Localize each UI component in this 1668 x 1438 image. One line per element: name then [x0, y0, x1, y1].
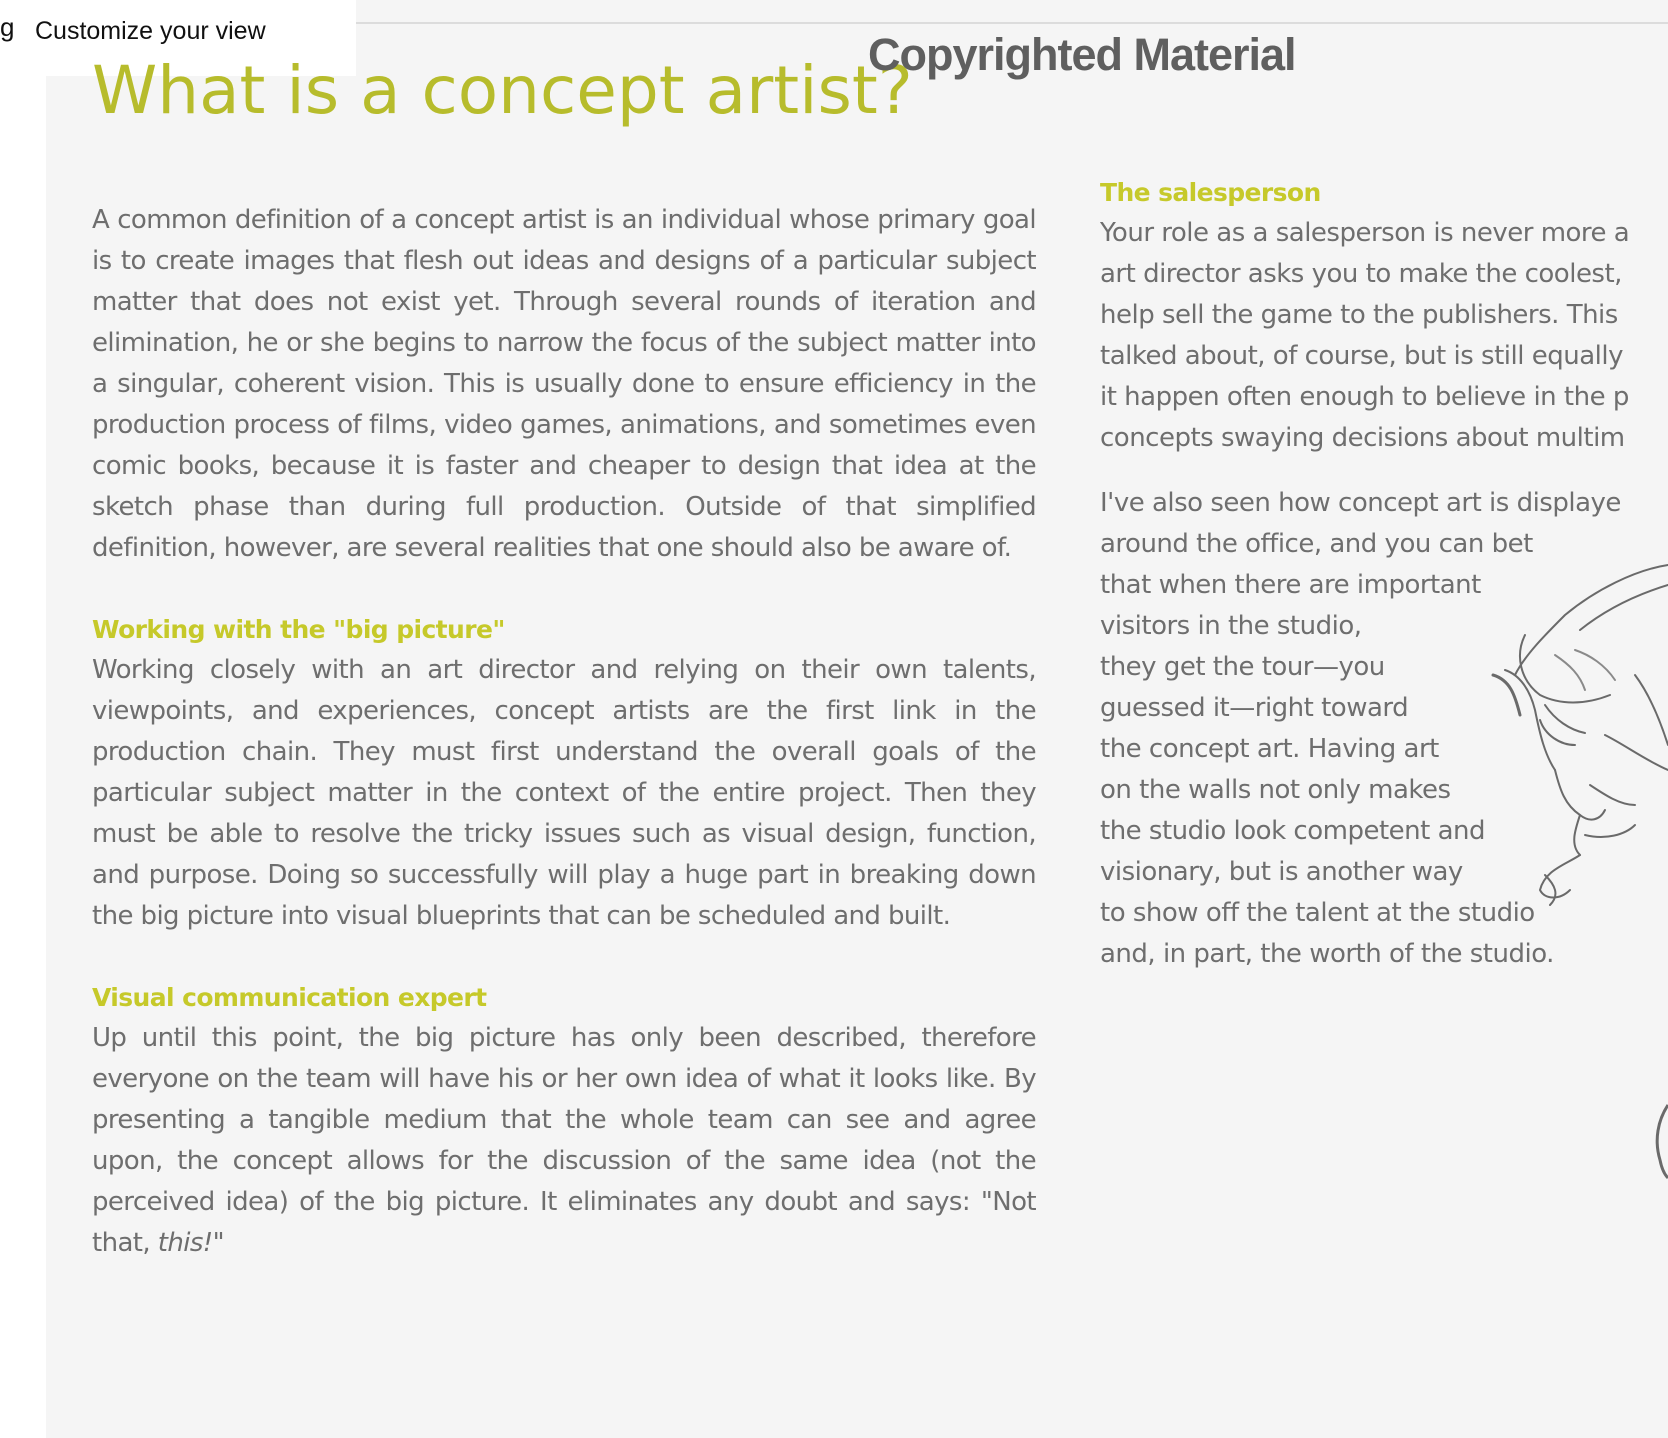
section-body-end: " — [212, 1228, 224, 1258]
section-body-emphasis: this! — [157, 1228, 213, 1258]
section-heading-big-picture: Working with the "big picture" — [92, 615, 505, 644]
salesperson-paragraph-1 — [1100, 213, 1668, 459]
section-heading-visual-communication: Visual communication expert — [92, 983, 487, 1012]
text-line: and, in part, the worth of the studio. — [1100, 939, 1554, 969]
text-line: they get the tour—you — [1100, 652, 1385, 682]
intro-paragraph: A common definition of a concept artist is an individual whose primary goal is to create images that flesh out ideas and designs of a particular subject matter that does not exist yet. Through several rounds of iteration and elimination, he or she begins to narrow the focus of the subject matter into a singular, coherent vision. This is usually done to ensure efficiency in the production process of films, video games, animations, and sometimes even comic books, because it is faster and cheaper to design that idea at the sketch phase than during full production. Outside of that simplified definition, however, are several realities that one should also be aware of. — [92, 205, 1036, 563]
text-line: talked about, of course, but is still equally — [1100, 341, 1623, 371]
cut-off-glyph: g — [0, 12, 15, 42]
sketch-illustration — [1485, 555, 1668, 935]
text-line: help sell the game to the publishers. This — [1100, 300, 1618, 330]
text-line: the concept art. Having art — [1100, 734, 1439, 764]
section-body-visual-communication — [92, 1018, 1036, 1264]
text-line: visitors in the studio, — [1100, 611, 1362, 641]
text-line: to show off the talent at the studio — [1100, 898, 1535, 928]
text-line: around the office, and you can bet — [1100, 529, 1533, 559]
text-line: guessed it—right toward — [1100, 693, 1409, 723]
section-body-big-picture: Working closely with an art director and relying on their own talents, viewpoints, and experiences, concept artists are the first link in the production chain. They must first understand the overall goals of the particular subject matter in the context of the entire project. Then they must be able to resolve the tricky issues such as visual design, function, and purpose. Doing so successfully will play a huge part in breaking down the big picture into visual blueprints that can be scheduled and built. — [92, 655, 1036, 931]
copyright-watermark: Copyrighted Material — [868, 29, 1296, 80]
text-line: the studio look competent and — [1100, 816, 1485, 846]
section-heading-salesperson: The salesperson — [1100, 178, 1321, 207]
text-line: concepts swaying decisions about multim — [1100, 423, 1625, 453]
page-top-rule — [356, 22, 1668, 24]
left-column — [92, 200, 1036, 1264]
customize-view-button[interactable]: Customize your view — [35, 17, 266, 45]
text-line: I've also seen how concept art is displaye — [1100, 488, 1621, 518]
sketch-fragment — [1650, 1100, 1668, 1180]
page-title: What is a concept artist? — [92, 52, 913, 129]
text-line: on the walls not only makes — [1100, 775, 1451, 805]
text-line: Your role as a salesperson is never more a — [1100, 218, 1630, 248]
text-line: art director asks you to make the coolest, — [1100, 259, 1622, 289]
text-line: that when there are important — [1100, 570, 1481, 600]
text-line: visionary, but is another way — [1100, 857, 1463, 887]
text-line: it happen often enough to believe in the p — [1100, 382, 1629, 412]
section-body-main: Up until this point, the big picture has only been described, therefore everyone on the team will have his or her own idea of what it looks like. By presenting a tangible medium that the whole team can see and agree upon, the concept allows for the discussion of the same idea (not the perceived idea) of the big picture. It eliminates any doubt and says: "Not that, — [92, 1023, 1036, 1258]
